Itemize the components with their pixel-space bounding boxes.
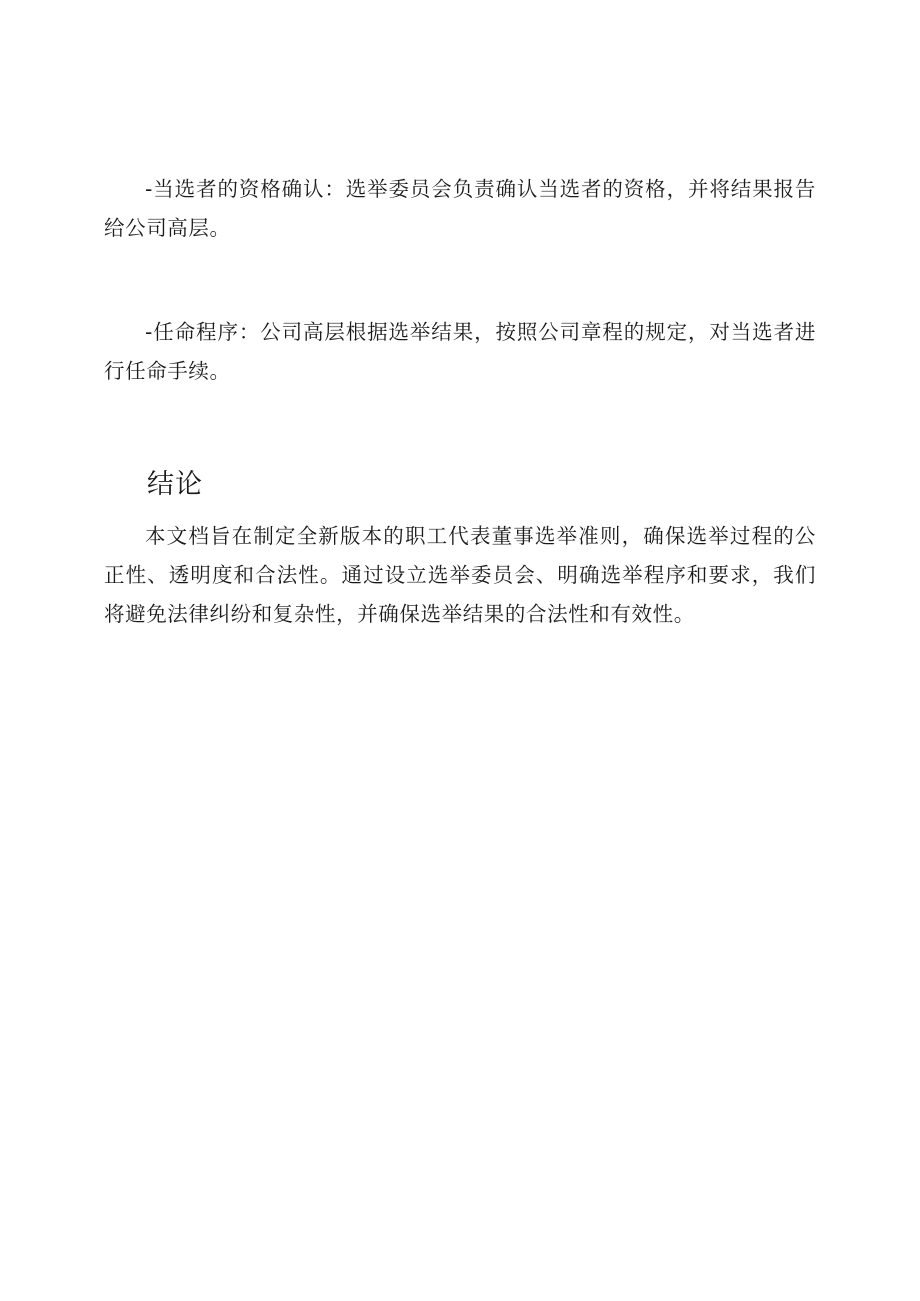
paragraph-qualification-confirmation: -当选者的资格确认：选举委员会负责确认当选者的资格，并将结果报告给公司高层。 — [104, 177, 816, 240]
section-heading-conclusion: 结论 — [147, 469, 203, 500]
paragraph-appointment-procedure: -任命程序：公司高层根据选举结果，按照公司章程的规定，对当选者进行任命手续。 — [104, 320, 816, 383]
paragraph-conclusion-body: 本文档旨在制定全新版本的职工代表董事选举准则，确保选举过程的公正性、透明度和合法性。通过设立选举委员会、明确选举程序和要求，我们将避免法律纠纷和复杂性，并确保选举结果的合法性和有效性。 — [104, 524, 816, 626]
